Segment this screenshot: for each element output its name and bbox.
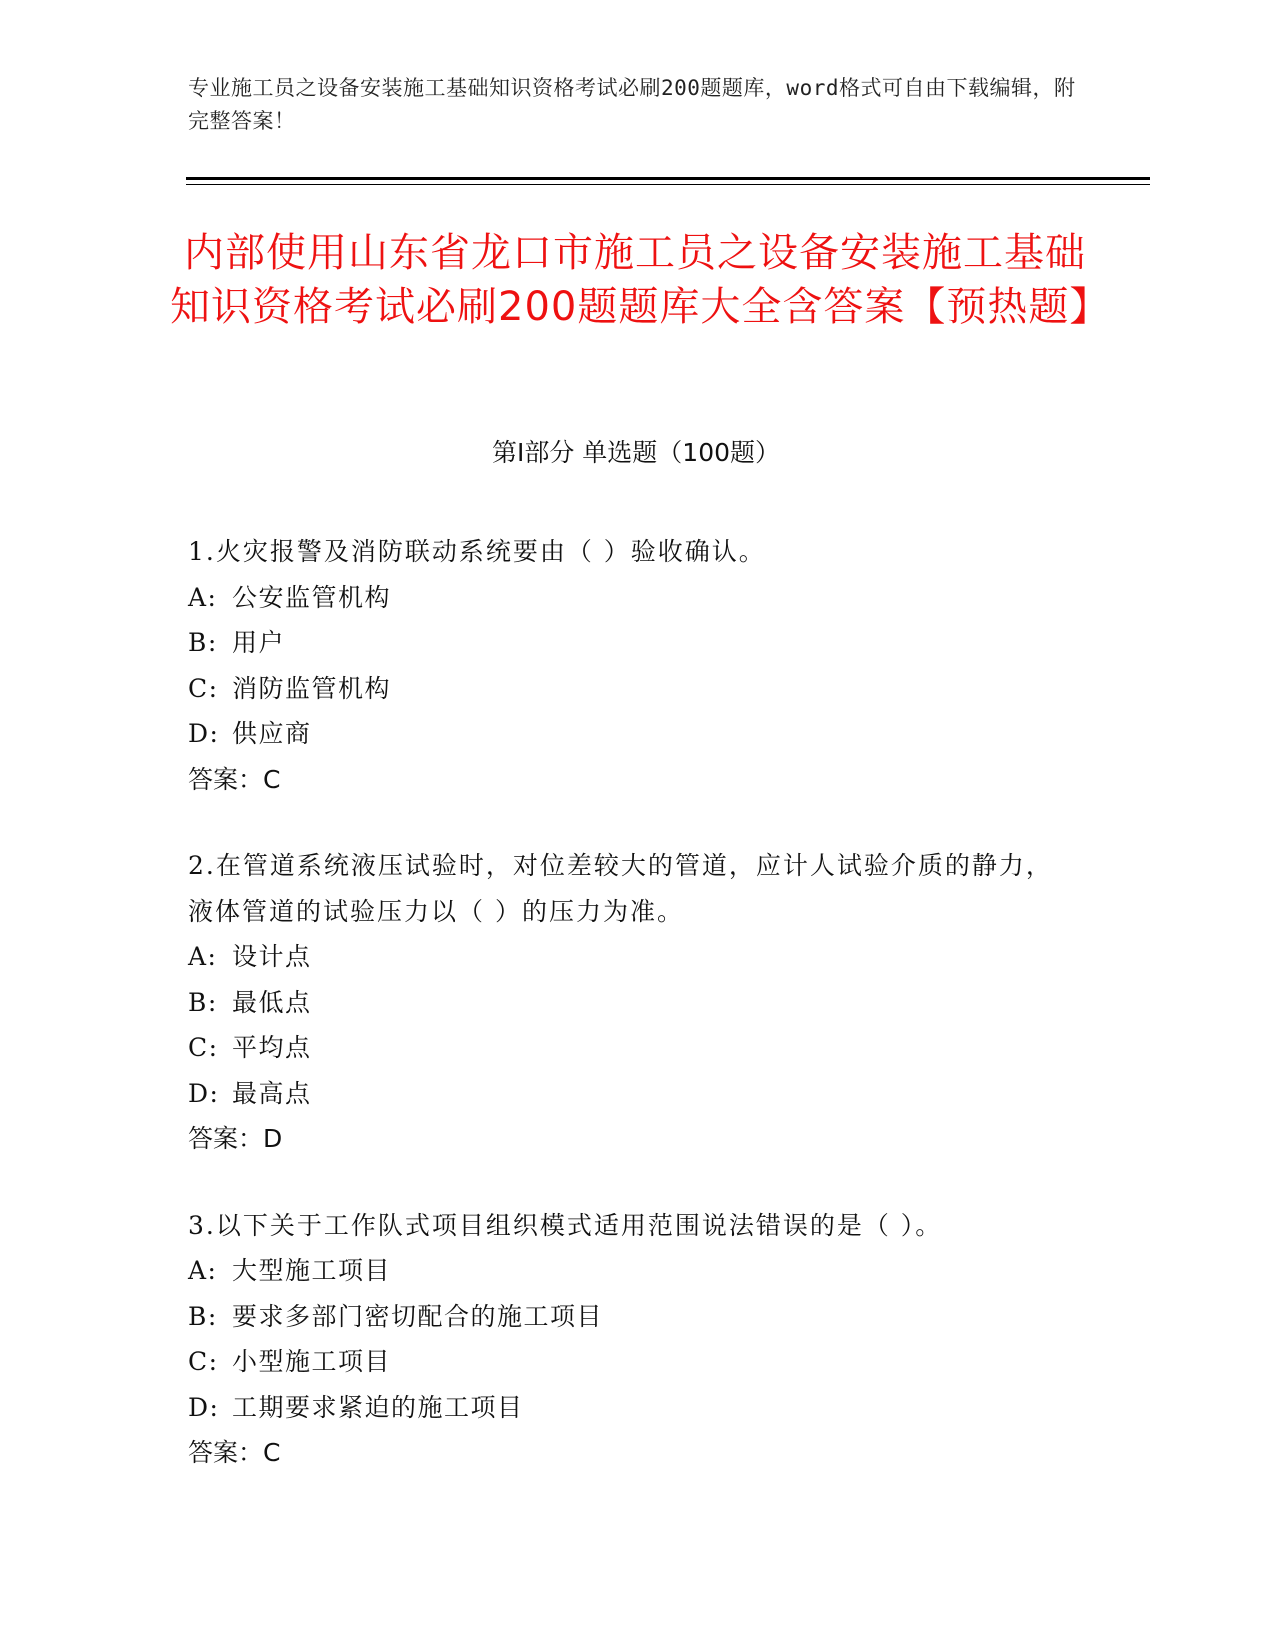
option-a xyxy=(188,1248,1068,1294)
question-list xyxy=(188,529,1068,1517)
option-letter: D: xyxy=(188,719,220,748)
question-1 xyxy=(188,529,1068,802)
option-c xyxy=(188,1025,1068,1071)
option-text: 小型施工项目 xyxy=(232,1347,392,1376)
question-stem: 1.火灾报警及消防联动系统要由（ ）验收确认。 xyxy=(188,537,766,566)
option-b xyxy=(188,980,1068,1026)
option-d xyxy=(188,711,1068,757)
option-letter: A: xyxy=(188,582,218,612)
option-text: 大型施工项目 xyxy=(232,1256,392,1285)
option-c xyxy=(188,666,1068,712)
option-letter: A: xyxy=(188,942,218,971)
answer-line: 答案：C xyxy=(188,764,281,794)
option-d xyxy=(188,1385,1068,1431)
section-heading: 第Ⅰ部分 单选题（100题） xyxy=(491,438,781,467)
option-text: 用户 xyxy=(232,628,286,657)
option-letter: A: xyxy=(188,1256,218,1285)
header-rule-thick xyxy=(186,177,1150,180)
option-letter: C: xyxy=(188,1033,219,1062)
option-text: 消防监管机构 xyxy=(232,673,392,703)
option-b xyxy=(188,620,1068,666)
option-letter: C: xyxy=(188,1347,219,1376)
question-2 xyxy=(188,843,1068,1162)
header-note: 专业施工员之设备安装施工基础知识资格考试必刷200题题库，word格式可自由下载编辑，附完整答案！ xyxy=(188,76,1076,133)
option-c xyxy=(188,1339,1068,1385)
option-text: 最低点 xyxy=(232,987,312,1017)
option-text: 公安监管机构 xyxy=(232,582,392,612)
option-text: 平均点 xyxy=(232,1033,312,1062)
option-text: 供应商 xyxy=(232,719,312,748)
question-stem: 2.在管道系统液压试验时，对位差较大的管道，应计人试验介质的静力，液体管道的试验压力以（ ）的压力为准。 xyxy=(188,851,1053,926)
option-letter: B: xyxy=(188,1301,218,1331)
document-title: 内部使用山东省龙口市施工员之设备安装施工基础知识资格考试必刷200题题库大全含答案【预热题】 xyxy=(170,230,1111,330)
header-rule-thin xyxy=(186,184,1150,185)
option-text: 工期要求紧迫的施工项目 xyxy=(232,1392,524,1422)
option-letter: C: xyxy=(188,673,219,703)
answer-line: 答案：C xyxy=(188,1438,281,1467)
option-d xyxy=(188,1071,1068,1117)
option-letter: D: xyxy=(188,1392,220,1422)
question-stem: 3.以下关于工作队式项目组织模式适用范围说法错误的是（ ）。 xyxy=(188,1210,943,1240)
option-letter: B: xyxy=(188,628,218,657)
option-text: 设计点 xyxy=(232,942,312,971)
option-text: 最高点 xyxy=(232,1078,312,1108)
option-letter: D: xyxy=(188,1078,220,1108)
option-text: 要求多部门密切配合的施工项目 xyxy=(232,1301,604,1331)
option-letter: B: xyxy=(188,987,218,1017)
option-a xyxy=(188,575,1068,621)
option-b xyxy=(188,1294,1068,1340)
question-3 xyxy=(188,1203,1068,1476)
answer-line: 答案：D xyxy=(188,1124,283,1153)
option-a xyxy=(188,934,1068,980)
